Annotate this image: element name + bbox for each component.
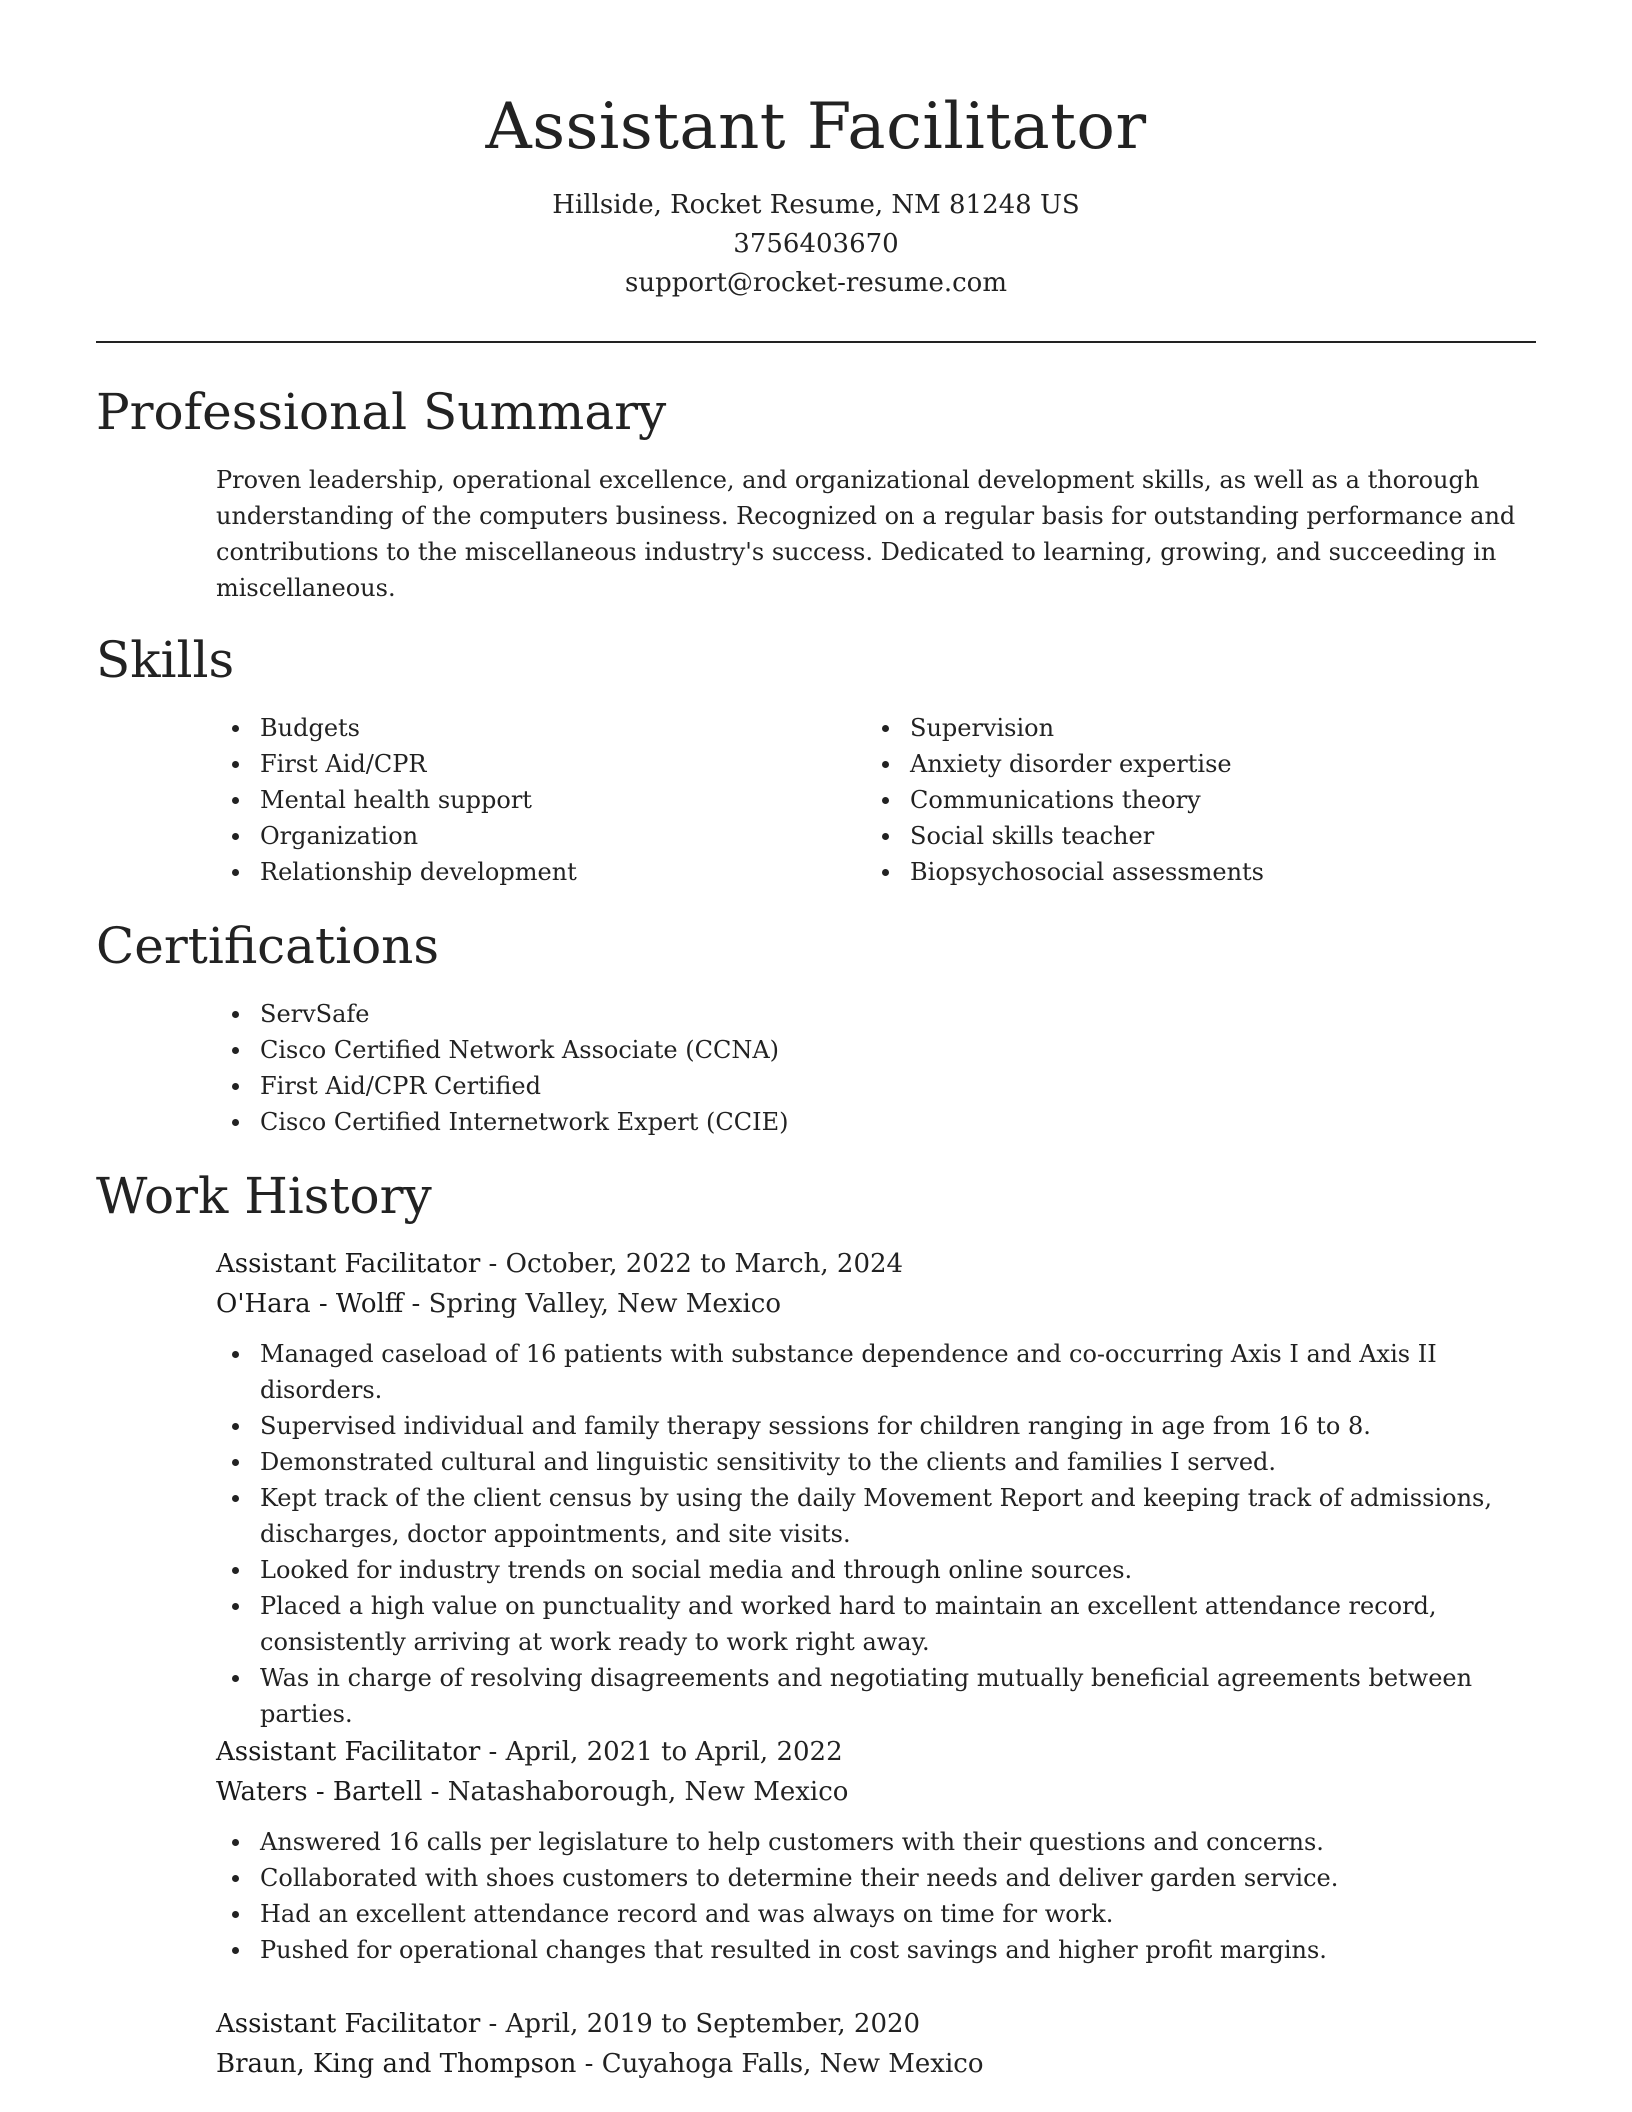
certifications-list [216, 996, 1516, 1140]
contact-info [0, 186, 1632, 303]
skill-item: Social skills teacher [866, 818, 1516, 854]
job-dates: October, 2022 to March, 2024 [505, 1249, 904, 1279]
resume-header [0, 0, 1632, 303]
job-duty: Answered 16 calls per legislature to help customers with their questions and concerns. [216, 1824, 1546, 1860]
job-duty: Pushed for operational changes that resulted in cost savings and higher profit margins. [216, 1932, 1546, 1968]
job-location: Cuyahoga Falls, New Mexico [601, 2049, 984, 2079]
job-title: Assistant Facilitator [216, 2009, 481, 2039]
job-duty: Collaborated with shoes customers to determine their needs and deliver garden service. [216, 1860, 1546, 1896]
summary-heading: Professional Summary [96, 383, 667, 441]
job-duties-list [216, 1824, 1546, 1968]
job-dates: April, 2019 to September, 2020 [505, 2009, 921, 2039]
certification-item: ServSafe [216, 996, 1516, 1032]
job-title-line: Assistant Facilitator - October, 2022 to March, 2024 [216, 1249, 904, 1279]
skill-item: Mental health support [216, 782, 816, 818]
job-duty: Kept track of the client census by using the daily Movement Report and keeping track of admissions, discharges, doctor appointments, and site visits. [216, 1480, 1546, 1552]
job-entry [216, 1244, 1546, 1732]
job-duty: Was in charge of resolving disagreements and negotiating mutually beneficial agreements between parties. [216, 1660, 1546, 1732]
skill-item: Organization [216, 818, 816, 854]
contact-phone: 3756403670 [733, 229, 899, 259]
certification-item: First Aid/CPR Certified [216, 1068, 1516, 1104]
skills-list-right [866, 710, 1516, 890]
work-history-heading: Work History [96, 1167, 432, 1225]
contact-address: Hillside, Rocket Resume, NM 81248 US [552, 190, 1080, 220]
job-entry [216, 1732, 1546, 1968]
job-company-line: Waters - Bartell - Natashaborough, New Mexico [216, 1777, 849, 1807]
certification-item: Cisco Certified Internetwork Expert (CCIE) [216, 1104, 1516, 1140]
job-duty: Demonstrated cultural and linguistic sensitivity to the clients and families I served. [216, 1444, 1546, 1480]
summary-text: Proven leadership, operational excellence, and organizational development skills, as well as a thorough understanding of the computers business. Recognized on a regular basis for outstanding performance and contributions to the miscellaneous industry's success. Dedicated to learning, growing, and succeeding in miscellaneous. [216, 466, 1516, 602]
job-title: Assistant Facilitator [216, 1249, 481, 1279]
skill-item: Anxiety disorder expertise [866, 746, 1516, 782]
job-location: Spring Valley, New Mexico [428, 1289, 781, 1319]
job-duty: Had an excellent attendance record and was always on time for work. [216, 1896, 1546, 1932]
job-title-line: Assistant Facilitator - April, 2021 to April, 2022 [216, 1737, 843, 1767]
job-title: Assistant Facilitator [216, 1737, 481, 1767]
job-company-line: Braun, King and Thompson - Cuyahoga Falls, New Mexico [216, 2049, 984, 2079]
job-duty: Managed caseload of 16 patients with substance dependence and co-occurring Axis I and Axis II disorders. [216, 1336, 1546, 1408]
job-duty: Looked for industry trends on social media and through online sources. [216, 1552, 1546, 1588]
skill-item: Relationship development [216, 854, 816, 890]
skills-heading: Skills [96, 631, 235, 689]
header-divider [96, 341, 1536, 343]
certifications-heading: Certifications [96, 917, 440, 975]
job-duty: Supervised individual and family therapy sessions for children ranging in age from 16 to 8. [216, 1408, 1546, 1444]
job-entry [216, 2004, 1546, 2084]
contact-email: support@rocket-resume.com [624, 268, 1007, 298]
job-company-line: O'Hara - Wolff - Spring Valley, New Mexico [216, 1289, 781, 1319]
certification-item: Cisco Certified Network Associate (CCNA) [216, 1032, 1516, 1068]
job-title-line: Assistant Facilitator - April, 2019 to September, 2020 [216, 2009, 921, 2039]
skill-item: Biopsychosocial assessments [866, 854, 1516, 890]
candidate-name: Assistant Facilitator [485, 90, 1147, 164]
job-company: O'Hara - Wolff [216, 1289, 404, 1319]
skill-item: First Aid/CPR [216, 746, 816, 782]
skills-list-left [216, 710, 816, 890]
job-duties-list [216, 1336, 1546, 1732]
skill-item: Budgets [216, 710, 816, 746]
job-company: Waters - Bartell [216, 1777, 423, 1807]
skill-item: Communications theory [866, 782, 1516, 818]
job-location: Natashaborough, New Mexico [447, 1777, 849, 1807]
job-company: Braun, King and Thompson [216, 2049, 577, 2079]
skill-item: Supervision [866, 710, 1516, 746]
job-dates: April, 2021 to April, 2022 [505, 1737, 843, 1767]
job-duty: Placed a high value on punctuality and worked hard to maintain an excellent attendance record, consistently arriving at work ready to work right away. [216, 1588, 1546, 1660]
